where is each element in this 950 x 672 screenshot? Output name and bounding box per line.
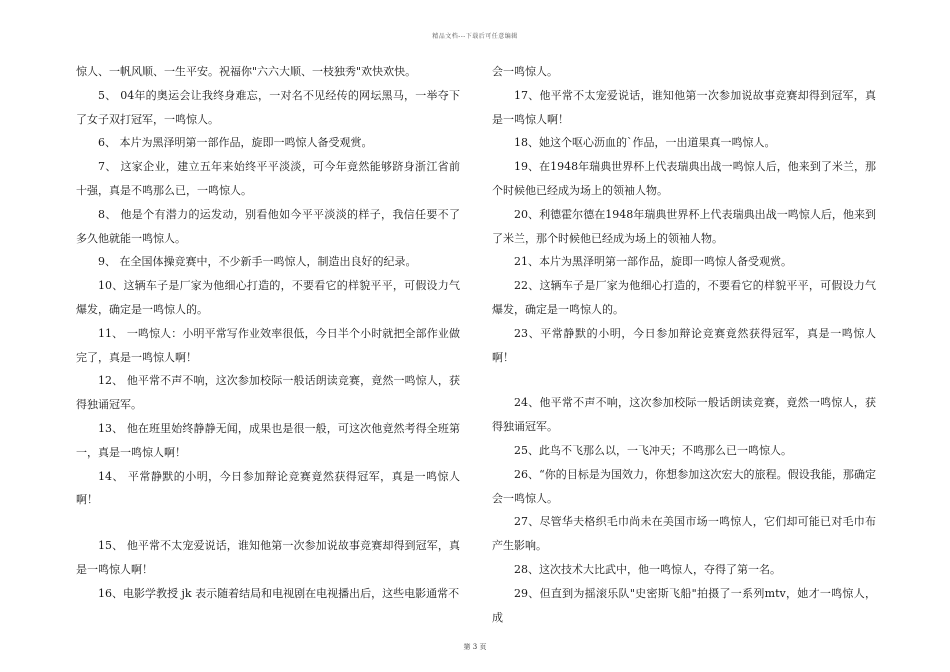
paragraph: 28、这次技术大比武中，他一鸣惊人，夺得了第一名。 <box>514 562 781 576</box>
paragraph: 12、 他平常不声不响，这次参加校际一般话朗读竞赛，竟然一鸣惊人，获得独诵冠军。 <box>76 374 460 412</box>
paragraph: 7、 这家企业，建立五年来始终平平淡淡，可今年竟然能够跻身浙江省前十强，真是不鸣那么已，一鸣惊人。 <box>76 160 460 197</box>
paragraph: 29、但直到为摇滚乐队"史密斯飞船"拍摄了一系列mtv，她才一鸣惊人，成 <box>492 586 876 624</box>
paragraph: 8、 他是个有潜力的运发动，别看他如今平平淡淡的样子，我信任要不了多久他就能一鸣惊人。 <box>76 207 460 245</box>
paragraph: 13、 他在班里始终静静无闻，成果也是很一般，可这次他竟然考得全班第一，真是一鸣惊人啊！ <box>76 421 460 459</box>
page-header: 精品文档---下载后可任意编辑 <box>432 33 518 40</box>
page-number: 第 3 页 <box>463 643 487 651</box>
paragraph: 24、他平常不声不响，这次参加校际一般话朗读竞赛，竟然一鸣惊人，获得独诵冠军。 <box>492 396 876 434</box>
paragraph: 9、 在全国体操竞赛中，不少新手一鸣惊人，制造出良好的纪录。 <box>98 255 417 269</box>
paragraph: 11、 一鸣惊人：小明平常写作业效率很低，今日半个小时就把全部作业做完了，真是一鸣惊人啊！ <box>76 326 460 364</box>
paragraph: 20、利德霍尔德在1948年瑞典世界杯上代表瑞典出战一鸣惊人后，他来到了米兰，那个时候他已经成为场上的领袖人物。 <box>492 207 876 245</box>
paragraph: 21、本片为黑泽明第一部作品，旋即一鸣惊人备受观赏。 <box>514 255 792 269</box>
paragraph: 26、“你的目标是为国效力，你想参加这次宏大的旅程。假设我能，那确定会一鸣惊人。 <box>492 467 876 505</box>
paragraph: 17、他平常不太宠爱说话，谁知他第一次参加说故事竞赛却得到冠军，真是一鸣惊人啊！ <box>492 88 876 126</box>
right-column <box>492 60 876 629</box>
paragraph: 18、她这个呕心沥血的`作品，一出道果真一鸣惊人。 <box>514 136 776 150</box>
paragraph-gap <box>492 369 876 391</box>
paragraph: 6、 本片为黑泽明第一部作品，旋即一鸣惊人备受观赏。 <box>98 136 373 150</box>
paragraph: 15、 他平常不太宠爱说话，谁知他第一次参加说故事竞赛却得到冠军，真是一鸣惊人啊！ <box>76 539 460 576</box>
left-column <box>76 60 460 606</box>
paragraph: 5、 04年的奥运会让我终身难忘，一对名不见经传的网坛黑马，一举夺下了女子双打冠军，一鸣惊人。 <box>76 88 460 126</box>
paragraph: 25、此鸟不飞那么以，一飞冲天；不鸣那么已一鸣惊人。 <box>514 443 792 457</box>
paragraph: 14、 平常静默的小明，今日参加辩论竞赛竟然获得冠军，真是一鸣惊人啊！ <box>76 469 460 507</box>
paragraph: 惊人、一帆风顺、一生平安。祝福你"六六大顺、一枝独秀"欢快欢快。 <box>76 65 417 78</box>
paragraph: 27、尽管华夫格织毛巾尚未在美国市场一鸣惊人，它们却可能已对毛巾布产生影响。 <box>492 515 876 553</box>
paragraph: 16、电影学教授 jk 表示随着结局和电视剧在电视播出后，这些电影通常不 <box>98 586 460 600</box>
paragraph: 19、在1948年瑞典世界杯上代表瑞典出战一鸣惊人后，他来到了米兰，那个时候他已经成为场上的领袖人物。 <box>492 160 876 197</box>
paragraph: 会一鸣惊人。 <box>492 65 558 78</box>
paragraph-gap <box>76 512 460 534</box>
paragraph: 23、平常静默的小明，今日参加辩论竞赛竟然获得冠军，真是一鸣惊人啊！ <box>492 326 876 364</box>
paragraph: 10、这辆车子是厂家为他细心打造的，不要看它的样貌平平，可假设力气爆发，确定是一鸣惊人的。 <box>76 279 460 316</box>
paragraph: 22、这辆车子是厂家为他细心打造的，不要看它的样貌平平，可假设力气爆发，确定是一鸣惊人的。 <box>492 279 876 316</box>
